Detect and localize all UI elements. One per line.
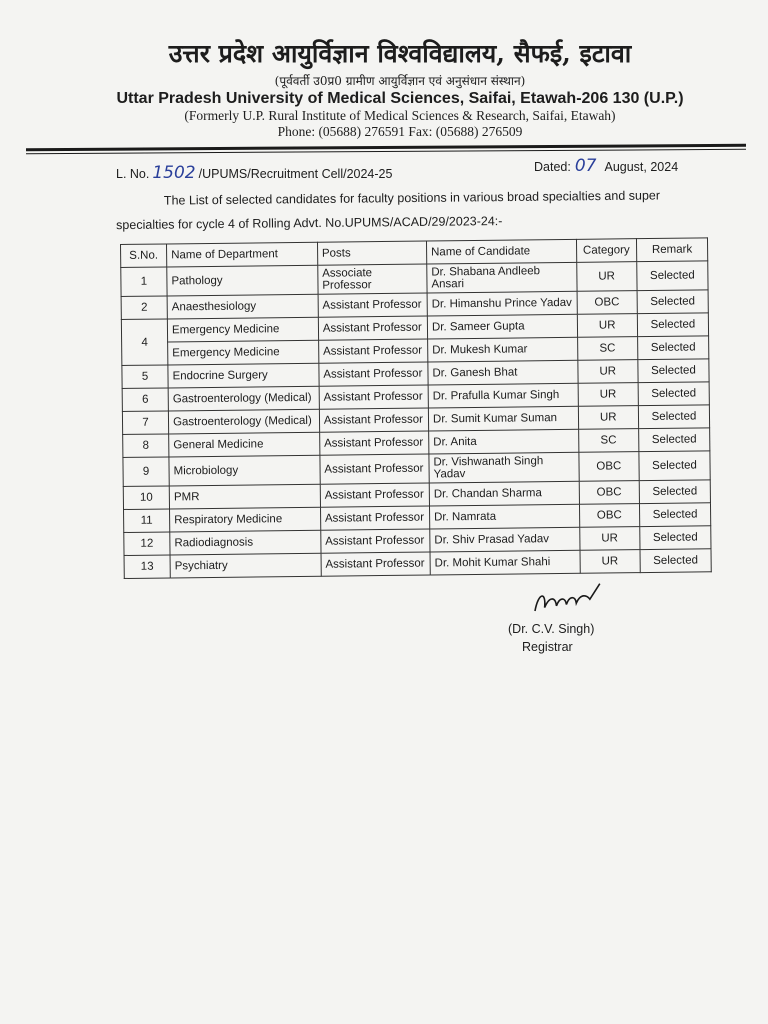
cell-category: UR: [578, 406, 639, 430]
cell-department: Anaesthesiology: [167, 294, 318, 319]
cell-category: UR: [576, 262, 637, 292]
cell-post: Associate Professor: [318, 264, 427, 294]
cell-post: Assistant Professor: [318, 316, 427, 340]
cell-sno: 4: [121, 319, 168, 366]
cell-category: SC: [577, 337, 638, 361]
cell-candidate: Dr. Mukesh Kumar: [428, 337, 578, 362]
cell-category: UR: [577, 314, 638, 338]
cell-department: General Medicine: [169, 432, 320, 457]
contact-phone-fax: Phone: (05688) 276591 Fax: (05688) 276509: [277, 124, 523, 139]
cell-remark: Selected: [637, 313, 708, 337]
letter-number: [116, 163, 392, 183]
signature-scribble-icon: [528, 579, 611, 620]
cell-department: Respiratory Medicine: [170, 507, 321, 532]
cell-sno: 12: [124, 532, 170, 556]
cell-remark: Selected: [640, 526, 711, 550]
cell-department: Endocrine Surgery: [168, 363, 319, 388]
cell-post: Assistant Professor: [320, 506, 429, 530]
cell-candidate: Dr. Sumit Kumar Suman: [428, 406, 578, 431]
cell-remark: Selected: [638, 359, 709, 383]
header-department: Name of Department: [167, 242, 318, 267]
cell-remark: Selected: [638, 405, 709, 429]
cell-post: Assistant Professor: [320, 483, 429, 507]
cell-sno: 6: [122, 388, 168, 412]
cell-department: Gastroenterology (Medical): [168, 386, 319, 411]
cell-post: Assistant Professor: [321, 552, 430, 576]
cell-sno: 7: [122, 411, 168, 435]
cell-remark: Selected: [639, 480, 710, 504]
cell-sno: 5: [122, 365, 168, 389]
signatory-title: Registrar: [522, 640, 573, 654]
cell-category: OBC: [579, 504, 640, 528]
cell-department: Psychiatry: [170, 553, 321, 578]
cell-remark: Selected: [639, 451, 710, 481]
cell-candidate: Dr. Shiv Prasad Yadav: [430, 527, 580, 552]
cell-category: UR: [580, 550, 641, 574]
cell-department: Microbiology: [169, 455, 320, 486]
cell-candidate: Dr. Shabana Andleeb Ansari: [427, 262, 577, 293]
university-english-title: Uttar Pradesh University of Medical Sciences, Saifai, Etawah-206 130 (U.P.): [116, 90, 684, 107]
cell-remark: Selected: [639, 428, 710, 452]
cell-remark: Selected: [638, 382, 709, 406]
university-hindi-title: उत्तर प्रदेश आयुर्विज्ञान विश्वविद्यालय, सैफई, इटावा: [168, 39, 632, 68]
letter-number-handwritten: 1502: [152, 163, 196, 183]
selected-candidates-table: [120, 237, 712, 579]
header-sno: S.No.: [121, 244, 167, 268]
cell-post: Assistant Professor: [320, 454, 429, 484]
cell-department: PMR: [169, 484, 320, 509]
cell-sno: 8: [123, 434, 169, 458]
cell-department: Emergency Medicine: [168, 340, 319, 365]
cell-sno: 11: [124, 509, 170, 533]
cell-candidate: Dr. Namrata: [429, 504, 579, 529]
cell-category: OBC: [577, 291, 638, 315]
cell-candidate: Dr. Prafulla Kumar Singh: [428, 383, 578, 408]
cell-candidate: Dr. Sameer Gupta: [427, 314, 577, 339]
cell-post: Assistant Professor: [319, 362, 428, 386]
header-posts: Posts: [317, 241, 426, 265]
cell-remark: Selected: [637, 290, 708, 314]
cell-post: Assistant Professor: [319, 408, 428, 432]
cell-remark: Selected: [637, 261, 708, 291]
letter-number-prefix: L. No.: [116, 167, 150, 181]
cell-candidate: Dr. Anita: [429, 429, 579, 454]
cell-sno: 9: [123, 457, 169, 487]
intro-paragraph: The List of selected candidates for faculty positions in various broad specialties and super specialties for cycle 4 of Rolling Advt. No.UPUMS/ACAD/29/2023-24:-: [116, 188, 661, 233]
cell-post: Assistant Professor: [318, 293, 427, 317]
cell-candidate: Dr. Chandan Sharma: [429, 481, 579, 506]
cell-candidate: Dr. Himanshu Prince Yadav: [427, 291, 577, 316]
signatory-name: (Dr. C.V. Singh): [508, 622, 595, 636]
header-candidate: Name of Candidate: [426, 239, 576, 264]
cell-sno: 13: [124, 555, 170, 579]
cell-candidate: Dr. Vishwanath Singh Yadav: [429, 452, 579, 483]
cell-category: OBC: [579, 481, 640, 505]
dated-label: Dated:: [534, 160, 571, 174]
cell-post: Assistant Professor: [318, 339, 427, 363]
cell-department: Pathology: [167, 265, 318, 296]
letter-number-suffix: /UPUMS/Recruitment Cell/2024-25: [198, 167, 393, 181]
letter-date: [534, 156, 678, 176]
cell-sno: 10: [123, 486, 169, 510]
university-english-subtitle: (Formerly U.P. Rural Institute of Medical Sciences & Research, Saifai, Etawah): [184, 108, 616, 123]
cell-remark: Selected: [640, 549, 711, 573]
cell-remark: Selected: [638, 336, 709, 360]
cell-department: Emergency Medicine: [167, 317, 318, 342]
cell-category: UR: [577, 360, 638, 384]
registrar-signature: [528, 579, 612, 625]
dated-handwritten-day: 07: [574, 156, 597, 176]
cell-department: Radiodiagnosis: [170, 530, 321, 555]
dated-month-year: August, 2024: [604, 160, 679, 174]
cell-post: Assistant Professor: [319, 431, 428, 455]
header-category: Category: [576, 239, 637, 263]
cell-sno: 2: [121, 296, 167, 320]
cell-department: Gastroenterology (Medical): [168, 409, 319, 434]
cell-category: OBC: [578, 452, 639, 482]
cell-post: Assistant Professor: [319, 385, 428, 409]
cell-candidate: Dr. Ganesh Bhat: [428, 360, 578, 385]
cell-sno: 1: [121, 267, 167, 297]
cell-category: UR: [579, 527, 640, 551]
university-hindi-subtitle: (पूर्ववर्ती उ0प्र0 ग्रामीण आयुर्विज्ञान एवं अनुसंधान संस्थान): [274, 74, 526, 88]
cell-post: Assistant Professor: [321, 529, 430, 553]
cell-remark: Selected: [639, 503, 710, 527]
header-remark: Remark: [636, 238, 707, 262]
cell-candidate: Dr. Mohit Kumar Shahi: [430, 550, 580, 575]
cell-category: UR: [578, 383, 639, 407]
cell-category: SC: [578, 429, 639, 453]
